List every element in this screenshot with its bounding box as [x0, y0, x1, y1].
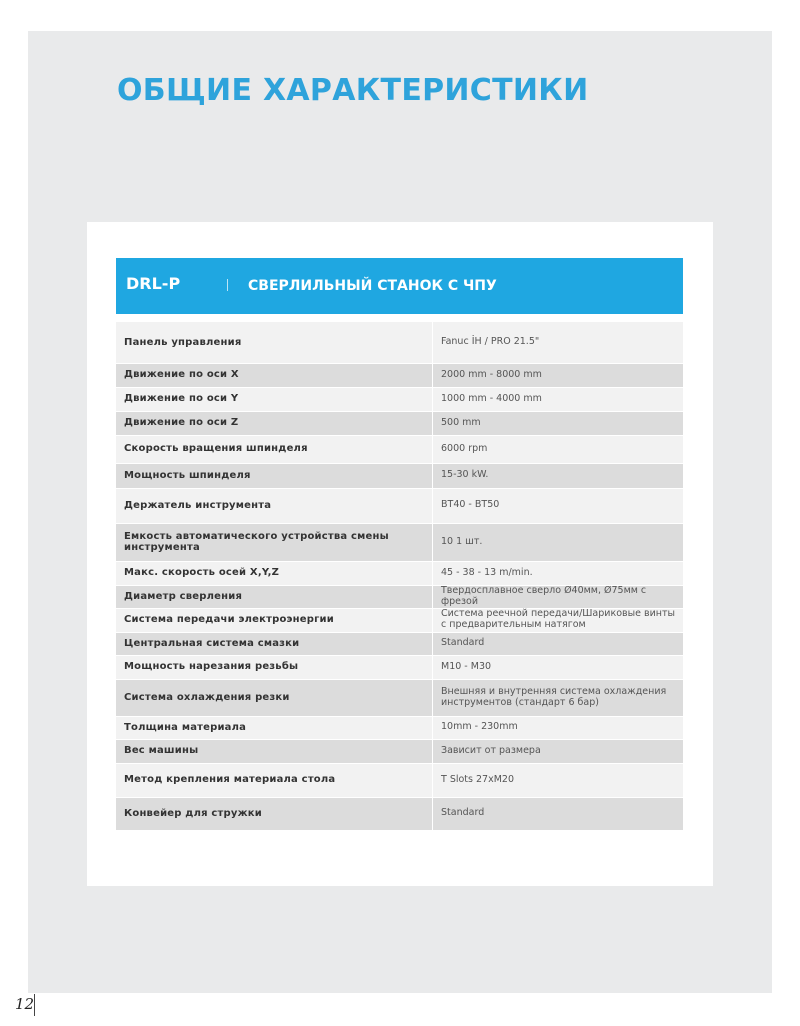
spec-value: Standard	[433, 632, 684, 655]
spec-value: Твердосплавное сверло Ø40мм, Ø75мм с фрезой	[433, 585, 684, 608]
spec-label: Центральная система смазки	[116, 632, 433, 655]
table-row	[116, 716, 683, 739]
spec-label: Движение по оси X	[116, 363, 433, 387]
spec-label: Скорость вращения шпинделя	[116, 435, 433, 463]
table-row	[116, 655, 683, 679]
table-row	[116, 523, 683, 561]
spec-value: 10mm - 230mm	[433, 716, 684, 739]
spec-label: Емкость автоматического устройства смены инструмента	[116, 523, 433, 561]
table-row	[116, 632, 683, 655]
page-number-divider	[34, 994, 35, 1016]
spec-label: Система передачи электроэнергии	[116, 608, 433, 632]
spec-value: 1000 mm - 4000 mm	[433, 387, 684, 411]
spec-value: Standard	[433, 797, 684, 830]
spec-value: T Slots 27xM20	[433, 763, 684, 797]
spec-label: Макс. скорость осей X,Y,Z	[116, 561, 433, 585]
spec-label: Мощность шпинделя	[116, 463, 433, 488]
spec-value: Fanuc İH / PRO 21.5"	[433, 322, 684, 363]
banner-divider	[227, 279, 228, 291]
spec-label: Диаметр сверления	[116, 585, 433, 608]
table-row	[116, 763, 683, 797]
spec-label: Мощность нарезания резьбы	[116, 655, 433, 679]
table-row	[116, 463, 683, 488]
table-row	[116, 435, 683, 463]
model-name: DRL-P	[126, 274, 181, 293]
spec-value: BT40 - BT50	[433, 488, 684, 523]
spec-value: 15-30 kW.	[433, 463, 684, 488]
spec-label: Держатель инструмента	[116, 488, 433, 523]
table-row	[116, 679, 683, 716]
spec-value: 45 - 38 - 13 m/min.	[433, 561, 684, 585]
spec-label: Толщина материала	[116, 716, 433, 739]
table-row	[116, 411, 683, 435]
table-row	[116, 488, 683, 523]
table-row	[116, 585, 683, 608]
spec-label: Система охлаждения резки	[116, 679, 433, 716]
spec-label: Движение по оси Z	[116, 411, 433, 435]
spec-label: Движение по оси Y	[116, 387, 433, 411]
spec-value: 6000 rpm	[433, 435, 684, 463]
model-banner	[116, 258, 683, 314]
spec-value: Зависит от размера	[433, 739, 684, 763]
spec-value: 10 1 шт.	[433, 523, 684, 561]
spec-card	[87, 222, 713, 886]
spec-label: Панель управления	[116, 322, 433, 363]
table-row	[116, 561, 683, 585]
page-title: ОБЩИЕ ХАРАКТЕРИСТИКИ	[117, 73, 589, 108]
page-number: 12	[15, 995, 35, 1013]
spec-value: Система реечной передачи/Шариковые винты с предварительным натягом	[433, 608, 684, 632]
table-row	[116, 387, 683, 411]
table-row	[116, 797, 683, 830]
table-row	[116, 608, 683, 632]
spec-value: 500 mm	[433, 411, 684, 435]
spec-label: Метод крепления материала стола	[116, 763, 433, 797]
table-row	[116, 739, 683, 763]
spec-value: 2000 mm - 8000 mm	[433, 363, 684, 387]
table-row	[116, 322, 683, 363]
spec-value: Внешняя и внутренняя система охлаждения инструментов (стандарт 6 бар)	[433, 679, 684, 716]
spec-label: Вес машины	[116, 739, 433, 763]
table-row	[116, 363, 683, 387]
spec-table	[116, 322, 683, 831]
spec-label: Конвейер для стружки	[116, 797, 433, 830]
spec-value: M10 - M30	[433, 655, 684, 679]
machine-type: СВЕРЛИЛЬНЫЙ СТАНОК С ЧПУ	[248, 278, 497, 294]
